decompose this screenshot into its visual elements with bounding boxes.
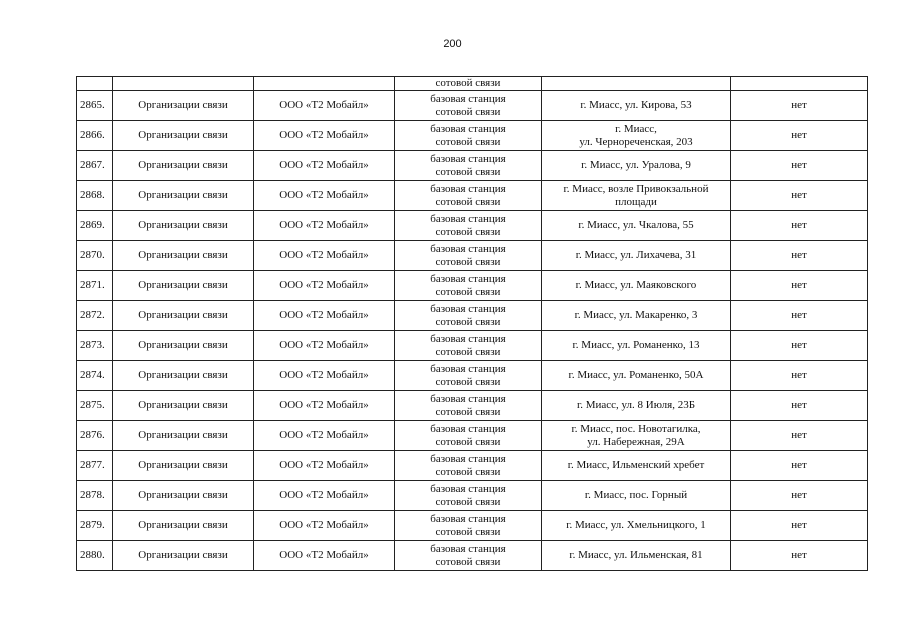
table-row xyxy=(77,151,868,181)
table-row xyxy=(77,181,868,211)
cell-address xyxy=(542,541,731,571)
cell-type-line: сотовой связи xyxy=(435,195,501,208)
cell-address-line: г. Миасс, ул. Хмельницкого, 1 xyxy=(566,519,706,531)
cell-address xyxy=(542,451,731,481)
cell-status: нет xyxy=(731,481,868,511)
cell-num: 2875. xyxy=(77,391,113,421)
cell-owner: ООО «Т2 Мобайл» xyxy=(254,151,395,181)
cell-type-line: сотовой связи xyxy=(435,315,501,328)
cell-address xyxy=(542,331,731,361)
cell-address xyxy=(542,421,731,451)
cell-category: Организации связи xyxy=(113,241,254,271)
cell-type xyxy=(395,271,542,301)
cell-address xyxy=(542,121,731,151)
cell-type-line: сотовой связи xyxy=(435,375,501,388)
cell-category: Организации связи xyxy=(113,181,254,211)
cell-address-line: г. Миасс, ул. Романенко, 13 xyxy=(572,339,700,351)
cell-category: Организации связи xyxy=(113,121,254,151)
cell-address-line: г. Миасс, пос. Новотагилка, xyxy=(571,422,701,435)
table-row xyxy=(77,271,868,301)
cell-category: Организации связи xyxy=(113,331,254,361)
cell-num: 2878. xyxy=(77,481,113,511)
cell-owner: ООО «Т2 Мобайл» xyxy=(254,301,395,331)
cell-type-line: базовая станция xyxy=(430,212,506,225)
cell-type-line: сотовой связи xyxy=(435,285,501,298)
cell-address xyxy=(542,91,731,121)
cell-address-line: г. Миасс, пос. Горный xyxy=(584,489,688,501)
cell-address-line: г. Миасс, ул. Ильменская, 81 xyxy=(569,549,703,561)
cell-category: Организации связи xyxy=(113,271,254,301)
cell-address xyxy=(542,391,731,421)
cell-type-line: базовая станция xyxy=(430,332,506,345)
table-row-continued xyxy=(77,77,868,91)
cell-status: нет xyxy=(731,331,868,361)
cell-address xyxy=(542,301,731,331)
cell-num: 2868. xyxy=(77,181,113,211)
table-row xyxy=(77,391,868,421)
cell-status xyxy=(731,77,868,91)
cell-num: 2873. xyxy=(77,331,113,361)
cell-num: 2877. xyxy=(77,451,113,481)
cell-type-line: базовая станция xyxy=(430,482,506,495)
cell-num: 2880. xyxy=(77,541,113,571)
cell-type-line: базовая станция xyxy=(430,92,506,105)
cell-address-line: г. Миасс, xyxy=(615,122,657,135)
cell-type xyxy=(395,331,542,361)
registry-table xyxy=(76,76,868,571)
cell-status: нет xyxy=(731,301,868,331)
cell-type-line: базовая станция xyxy=(430,152,506,165)
cell-status: нет xyxy=(731,421,868,451)
table-row xyxy=(77,211,868,241)
cell-num: 2869. xyxy=(77,211,113,241)
cell-address-line: г. Миасс, ул. 8 Июля, 23Б xyxy=(576,399,696,411)
cell-num: 2874. xyxy=(77,361,113,391)
cell-num: 2872. xyxy=(77,301,113,331)
cell-status: нет xyxy=(731,151,868,181)
cell-owner: ООО «Т2 Мобайл» xyxy=(254,361,395,391)
cell-address-line: г. Миасс, возле Привокзальной xyxy=(563,182,709,195)
table-row xyxy=(77,541,868,571)
cell-type-line: базовая станция xyxy=(430,452,506,465)
cell-category xyxy=(113,77,254,91)
cell-address xyxy=(542,211,731,241)
cell-owner: ООО «Т2 Мобайл» xyxy=(254,91,395,121)
cell-type-line: базовая станция xyxy=(430,272,506,285)
cell-status: нет xyxy=(731,451,868,481)
cell-type-line: сотовой связи xyxy=(435,225,501,238)
cell-address xyxy=(542,361,731,391)
cell-num: 2866. xyxy=(77,121,113,151)
cell-address xyxy=(542,241,731,271)
cell-type xyxy=(395,151,542,181)
cell-address-line: площади xyxy=(615,195,657,208)
cell-category: Организации связи xyxy=(113,421,254,451)
cell-type-line: сотовой связи xyxy=(435,525,501,538)
cell-owner: ООО «Т2 Мобайл» xyxy=(254,391,395,421)
cell-address-line: г. Миасс, ул. Кирова, 53 xyxy=(580,99,692,111)
cell-address-line: ул. Черноречeнская, 203 xyxy=(579,135,693,148)
cell-type-line: базовая станция xyxy=(430,362,506,375)
cell-type xyxy=(395,511,542,541)
cell-type-line: сотовой связи xyxy=(435,465,501,478)
cell-owner: ООО «Т2 Мобайл» xyxy=(254,541,395,571)
cell-num: 2871. xyxy=(77,271,113,301)
table-row xyxy=(77,361,868,391)
cell-address-line: г. Миасс, ул. Лихачева, 31 xyxy=(575,249,697,261)
cell-type xyxy=(395,301,542,331)
cell-type-line: базовая станция xyxy=(430,422,506,435)
cell-type-line: сотовой связи xyxy=(435,405,501,418)
cell-address xyxy=(542,181,731,211)
cell-address xyxy=(542,151,731,181)
cell-address-line: г. Миасс, Ильменский хребет xyxy=(567,459,705,471)
cell-owner: ООО «Т2 Мобайл» xyxy=(254,511,395,541)
cell-owner: ООО «Т2 Мобайл» xyxy=(254,271,395,301)
cell-category: Организации связи xyxy=(113,361,254,391)
cell-type-line: сотовой связи xyxy=(435,77,501,89)
cell-status: нет xyxy=(731,541,868,571)
cell-address-line: ул. Набережная, 29А xyxy=(587,435,685,448)
cell-type xyxy=(395,121,542,151)
cell-address-line: г. Миасс, ул. Макаренко, 3 xyxy=(574,309,698,321)
cell-num: 2865. xyxy=(77,91,113,121)
table-row xyxy=(77,421,868,451)
cell-status: нет xyxy=(731,271,868,301)
cell-type xyxy=(395,451,542,481)
cell-type xyxy=(395,181,542,211)
cell-status: нет xyxy=(731,121,868,151)
cell-num: 2870. xyxy=(77,241,113,271)
cell-type-line: сотовой связи xyxy=(435,105,501,118)
cell-type xyxy=(395,241,542,271)
table-row xyxy=(77,241,868,271)
cell-num: 2867. xyxy=(77,151,113,181)
cell-type-line: базовая станция xyxy=(430,242,506,255)
cell-status: нет xyxy=(731,181,868,211)
page-number: 200 xyxy=(443,38,462,50)
cell-owner: ООО «Т2 Мобайл» xyxy=(254,451,395,481)
cell-category: Организации связи xyxy=(113,511,254,541)
cell-type-line: сотовой связи xyxy=(435,165,501,178)
cell-status: нет xyxy=(731,361,868,391)
cell-type xyxy=(395,421,542,451)
cell-num: 2876. xyxy=(77,421,113,451)
cell-type xyxy=(395,361,542,391)
cell-owner xyxy=(254,77,395,91)
table-row xyxy=(77,121,868,151)
cell-type-line: сотовой связи xyxy=(435,435,501,448)
cell-status: нет xyxy=(731,211,868,241)
cell-address xyxy=(542,511,731,541)
cell-owner: ООО «Т2 Мобайл» xyxy=(254,211,395,241)
cell-address-line: г. Миасс, ул. Чкалова, 55 xyxy=(578,219,694,231)
cell-address-line: г. Миасс, ул. Романенко, 50А xyxy=(568,369,704,381)
table-row xyxy=(77,511,868,541)
cell-owner: ООО «Т2 Мобайл» xyxy=(254,181,395,211)
cell-category: Организации связи xyxy=(113,541,254,571)
table-row xyxy=(77,91,868,121)
cell-type xyxy=(395,77,542,91)
cell-type-line: базовая станция xyxy=(430,182,506,195)
cell-status: нет xyxy=(731,391,868,421)
cell-type-line: сотовой связи xyxy=(435,255,501,268)
cell-category: Организации связи xyxy=(113,451,254,481)
cell-status: нет xyxy=(731,511,868,541)
cell-category: Организации связи xyxy=(113,91,254,121)
cell-type xyxy=(395,391,542,421)
cell-type-line: базовая станция xyxy=(430,392,506,405)
table-row xyxy=(77,301,868,331)
cell-type-line: сотовой связи xyxy=(435,495,501,508)
table-row xyxy=(77,331,868,361)
cell-address xyxy=(542,481,731,511)
cell-category: Организации связи xyxy=(113,211,254,241)
cell-address xyxy=(542,77,731,91)
cell-owner: ООО «Т2 Мобайл» xyxy=(254,241,395,271)
cell-status: нет xyxy=(731,91,868,121)
cell-type-line: сотовой связи xyxy=(435,555,501,568)
cell-type-line: сотовой связи xyxy=(435,345,501,358)
cell-owner: ООО «Т2 Мобайл» xyxy=(254,421,395,451)
cell-owner: ООО «Т2 Мобайл» xyxy=(254,481,395,511)
cell-num: 2879. xyxy=(77,511,113,541)
table-row xyxy=(77,481,868,511)
cell-category: Организации связи xyxy=(113,391,254,421)
table-row xyxy=(77,451,868,481)
cell-category: Организации связи xyxy=(113,481,254,511)
cell-address xyxy=(542,271,731,301)
cell-owner: ООО «Т2 Мобайл» xyxy=(254,121,395,151)
cell-type-line: базовая станция xyxy=(430,542,506,555)
cell-type xyxy=(395,211,542,241)
cell-status: нет xyxy=(731,241,868,271)
cell-address-line: г. Миасс, ул. Уралова, 9 xyxy=(581,159,691,171)
cell-category: Организации связи xyxy=(113,151,254,181)
cell-type-line: базовая станция xyxy=(430,302,506,315)
cell-type-line: базовая станция xyxy=(430,512,506,525)
registry-table-body xyxy=(77,77,868,571)
cell-category: Организации связи xyxy=(113,301,254,331)
cell-type xyxy=(395,91,542,121)
cell-num xyxy=(77,77,113,91)
cell-owner: ООО «Т2 Мобайл» xyxy=(254,331,395,361)
cell-type xyxy=(395,541,542,571)
cell-type xyxy=(395,481,542,511)
cell-type-line: сотовой связи xyxy=(435,135,501,148)
cell-type-line: базовая станция xyxy=(430,122,506,135)
cell-address-line: г. Миасс, ул. Маяковского xyxy=(575,279,697,291)
